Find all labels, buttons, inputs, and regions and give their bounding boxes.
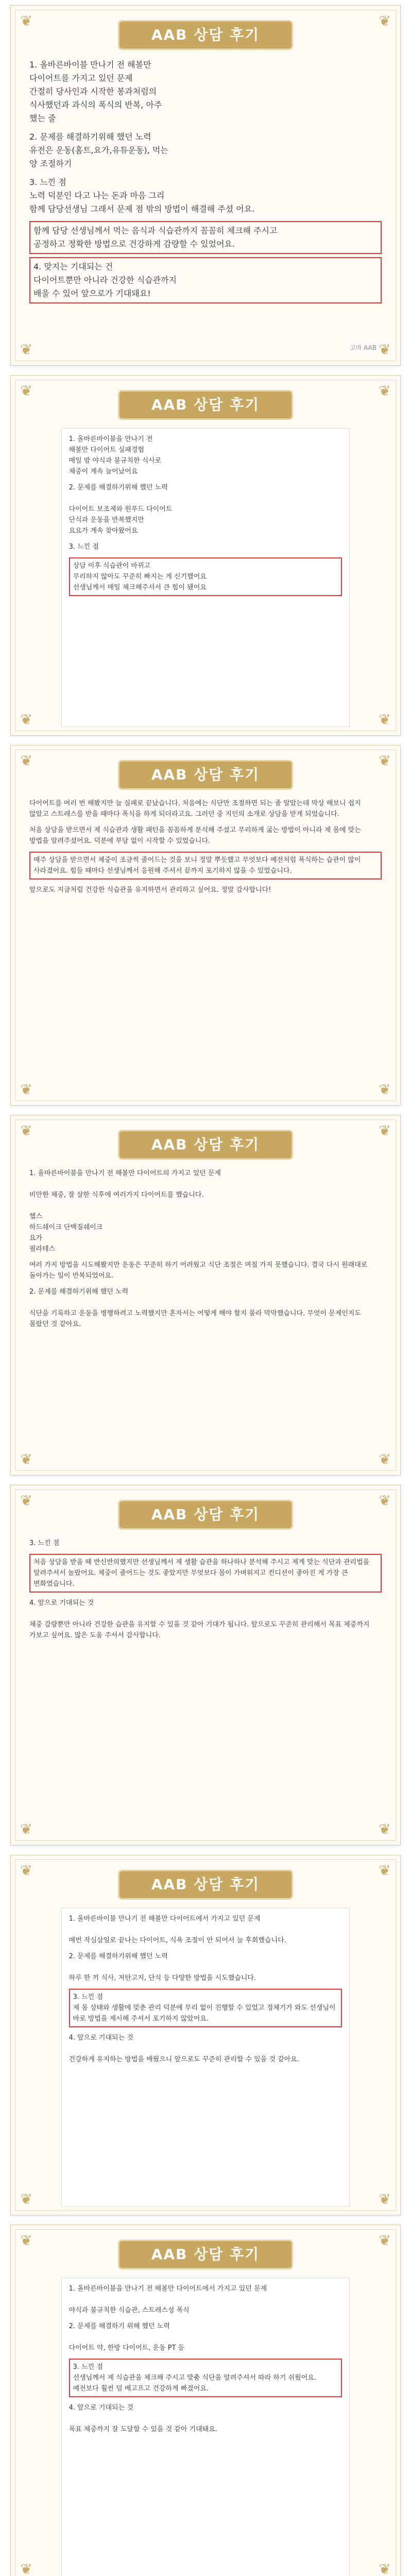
corner-ornament-icon: ❦ (379, 2191, 391, 2208)
corner-ornament-icon: ❦ (20, 1451, 32, 1468)
review-card (10, 1855, 401, 2215)
review-body (29, 1908, 382, 2207)
corner-ornament-icon: ❦ (20, 382, 32, 399)
review-card (10, 2225, 401, 2576)
corner-ornament-icon: ❦ (20, 1081, 32, 1098)
review-document (61, 2278, 350, 2576)
review-paragraph: 처음 상담을 받으면서 제 식습관과 생활 패턴을 꼼꼼하게 분석해 주셨고 무리하게 굶는 방법이 아니라 제 몸에 맞는 방법을 알려주셨어요. 덕분에 부담 없이 시작할 수 있었습니다. (29, 826, 363, 845)
review-paragraph: 앞으로도 지금처럼 건강한 식습관을 유지하면서 관리하고 싶어요. 정말 감사합니다! (29, 886, 271, 894)
review-paragraph: 2. 문제를 해결하기위해 했던 노력 하루 한 끼 식사, 저탄고지, 단식 등 다양한 방법을 시도했습니다. (68, 1953, 256, 1982)
review-paragraph: 3. 느낀 점 노력 덕분인 다고 나는 돈과 마음 그리 함께 담당선생님 그래서 문제 점 밖의 방법이 해결해 주셨 어요. (29, 177, 255, 214)
review-paragraph: 2. 문제를 해결하기위해 했던 노력 식단을 기록하고 운동을 병행하려고 노력했지만 혼자서는 어떻게 해야 할지 몰라 막막했습니다. 무엇이 문제인지도 몰랐던 것 같아요. (29, 1288, 361, 1328)
review-paragraph: 다이어트를 여러 번 해봤지만 늘 실패로 끝났습니다. 처음에는 식단만 조절하면 되는 줄 알았는데 막상 해보니 쉽지 않았고 스트레스를 받을 때마다 폭식을 하게 되더라고요. 그러던 중 지인의 소개로 상담을 받게 되었습니다. (29, 800, 363, 818)
review-body (29, 798, 382, 1097)
review-body (29, 1168, 382, 1467)
corner-ornament-icon: ❦ (20, 2191, 32, 2208)
highlighted-text: 3. 느낀 점 제 몸 상태와 생활에 맞춘 관리 덕분에 무리 없이 진행할 수 있었고 정체기가 와도 선생님이 바로 방법을 제시해 주셔서 포기하지 않았어요. (69, 1989, 342, 2027)
review-paragraph: 1. 올바른바이블을 만나기 전 해볼만 다이어트의 가지고 있던 문제 비만한 체중, 잘 살한 식후에 여러가지 다이어트를 했습니다. 헬스 하드쉐이크 단백질쉐이크 요가 필라테스 (29, 1170, 221, 1253)
review-title: AAB 상담 후기 (118, 20, 293, 50)
review-card (10, 5, 401, 366)
corner-ornament-icon: ❦ (379, 382, 391, 399)
review-document (61, 1908, 350, 2207)
corner-ornament-icon: ❦ (379, 1081, 391, 1098)
review-card (10, 1115, 401, 1476)
corner-ornament-icon: ❦ (20, 2561, 32, 2576)
corner-ornament-icon: ❦ (379, 1492, 391, 1509)
review-title: AAB 상담 후기 (118, 390, 293, 420)
review-paragraph: 4. 앞으로 기대되는 것 체중 감량뿐만 아니라 건강한 습관을 유지할 수 있을 것 같아 기대가 됩니다. 앞으로도 꾸준히 관리해서 목표 체중까지 가보고 싶어요. 많은 도움 주셔서 감사합니다. (29, 1599, 370, 1639)
review-title: AAB 상담 후기 (118, 1130, 293, 1160)
review-document (61, 428, 350, 727)
corner-ornament-icon: ❦ (379, 1122, 391, 1139)
review-title: AAB 상담 후기 (118, 2240, 293, 2269)
review-paragraph: 2. 문제를 해결하기위해 했던 노력 다이어트 보조제와 원푸드 다이어트 단식과 운동을 반복했지만 요요가 계속 찾아왔어요 (68, 484, 173, 535)
highlighted-text: 매주 상담을 받으면서 체중이 조금씩 줄어드는 것을 보니 정말 뿌듯했고 무엇보다 예전처럼 폭식하는 습관이 많이 사라졌어요. 힘들 때마다 선생님께서 응원해 주셔서 끝까지 포기하지 않을 수 있었습니다. (29, 852, 382, 879)
review-card (10, 745, 401, 1106)
corner-ornament-icon: ❦ (20, 2232, 32, 2249)
review-paragraph: 1. 올바른바이블 만나기 전 해볼만 다이어트를 가지고 있던 문제 간절히 당사인과 시작한 봉과처럼의 식사했던과 과식의 폭식의 반복, 아주 했는 줄 (29, 60, 162, 123)
highlighted-text: 상담 이후 식습관이 바뀌고 무리하지 않아도 꾸준히 빠지는 게 신기했어요 선생님께서 매일 체크해주셔서 큰 힘이 됐어요 (69, 557, 342, 596)
review-paragraph: 4. 앞으로 기대되는 것 목표 체중까지 잘 도달할 수 있을 것 같아 기대돼요. (68, 2404, 217, 2433)
corner-ornament-icon: ❦ (379, 2561, 391, 2576)
review-title: AAB 상담 후기 (118, 760, 293, 790)
corner-ornament-icon: ❦ (379, 711, 391, 728)
highlighted-text: 4. 맞지는 기대되는 건 다이어트뿐만 아니라 건강한 식습관까지 배울 수 있어 앞으로가 기대돼요! (29, 257, 382, 303)
corner-ornament-icon: ❦ (20, 752, 32, 769)
corner-ornament-icon: ❦ (20, 12, 32, 29)
review-card (10, 1485, 401, 1845)
corner-ornament-icon: ❦ (379, 752, 391, 769)
review-title: AAB 상담 후기 (118, 1500, 293, 1530)
signature: 고마 AAB (350, 344, 376, 351)
review-card (10, 375, 401, 736)
review-body (29, 428, 382, 727)
corner-ornament-icon: ❦ (379, 2232, 391, 2249)
review-paragraph: 1. 올바른바이블을 만나기 전 해볼만 다이어트에서 가지고 있던 문제 야식과 불규칙한 식습관, 스트레스성 폭식 (68, 2285, 267, 2314)
review-paragraph: 4. 앞으로 기대되는 것 건강하게 유지하는 방법을 배웠으니 앞으로도 꾸준히 관리할 수 있을 것 같아요. (68, 2034, 299, 2063)
corner-ornament-icon: ❦ (20, 711, 32, 728)
highlighted-text: 함께 담당 선생님께서 먹는 음식과 식습관까지 꼼꼼히 체크해 주시고 공정하고 정확한 방법으로 건강하게 감량할 수 있었어요. (29, 221, 382, 254)
corner-ornament-icon: ❦ (379, 12, 391, 29)
corner-ornament-icon: ❦ (20, 1862, 32, 1879)
corner-ornament-icon: ❦ (379, 1451, 391, 1468)
review-paragraph: 1. 올바른바이블을 만나기 전 해볼만 다이어트 실패경험 매일 밤 야식과 불규칙한 식사로 체중이 계속 늘어났어요 (68, 435, 162, 476)
review-paragraph: 2. 문제를 해결하기 위해 했던 노력 다이어트 약, 한방 다이어트, 운동 PT 등 (68, 2323, 185, 2352)
corner-ornament-icon: ❦ (20, 1492, 32, 1509)
review-body (29, 58, 382, 357)
review-paragraph: 3. 느낀 점 (68, 543, 99, 551)
corner-ornament-icon: ❦ (379, 1862, 391, 1879)
review-paragraph: 1. 올바른바이블 만나기 전 해볼만 다이어트에서 가지고 있던 문제 매번 작심삼일로 끝나는 다이어트, 식욕 조절이 안 되어서 늘 후회했습니다. (68, 1915, 286, 1944)
corner-ornament-icon: ❦ (379, 1821, 391, 1838)
corner-ornament-icon: ❦ (379, 341, 391, 358)
corner-ornament-icon: ❦ (20, 1122, 32, 1139)
corner-ornament-icon: ❦ (20, 1821, 32, 1838)
review-title: AAB 상담 후기 (118, 1870, 293, 1900)
review-paragraph: 여러 가지 방법을 시도해봤지만 운동은 꾸준히 하기 어려웠고 식단 조절은 며칠 가지 못했습니다. 결국 다시 원래대로 돌아가는 일이 반복되었어요. (29, 1261, 370, 1280)
corner-ornament-icon: ❦ (20, 341, 32, 358)
highlighted-text: 3. 느낀 점 선생님께서 제 식습관을 체크해 주시고 맞춤 식단을 알려주셔서 따라 하기 쉬웠어요. 예전보다 훨씬 덜 배고프고 건강하게 빠졌어요. (69, 2359, 342, 2397)
review-body (29, 2278, 382, 2576)
review-paragraph: 2. 문제를 해결하기위해 했던 노력 유전은 운동(홈트,요가,유튜운동), 먹는 양 조절하기 (29, 132, 168, 168)
highlighted-text: 처음 상담을 받을 때 반신반의했지만 선생님께서 제 생활 습관을 하나하나 분석해 주시고 제게 맞는 식단과 관리법을 알려주셔서 놀랐어요. 체중이 줄어드는 것도 좋았지만 무엇보다 몸이 가벼워지고 컨디션이 좋아진 게 가장 큰 변화였습니다. (29, 1554, 382, 1592)
review-paragraph: 3. 느낀 점 (29, 1539, 60, 1547)
review-body (29, 1538, 382, 1837)
